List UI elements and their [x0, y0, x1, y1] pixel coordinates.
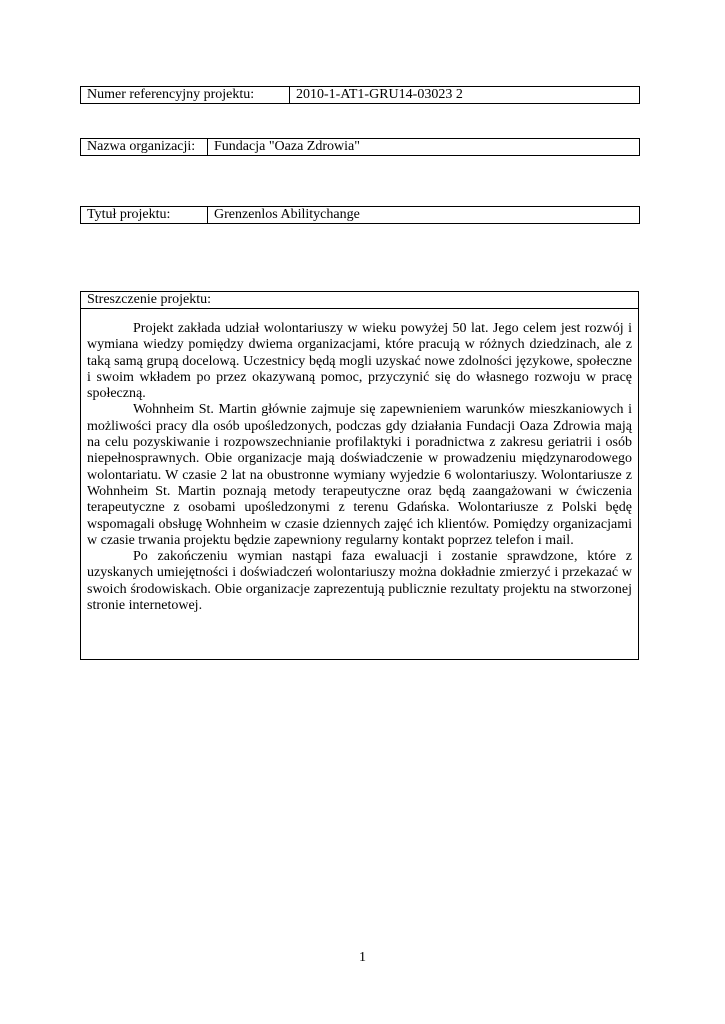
- page-number: 1: [359, 950, 366, 965]
- summary-paragraph: Wohnheim St. Martin głównie zajmuje się zapewnieniem warunków mieszkaniowych i możliwości pracy dla osób upośledzonych, podczas gdy działania Fundacji Oaza Zdrowia mają na celu pozyskiwanie i rozpowszechnianie profilaktyki i poradnictwa z zakresu geriatrii i osób niepełnosprawnych. Obie organizacje mają doświadczenie w prowadzeniu międzynarodowego wolontariatu. W czasie 2 lat na obustronne wymiany wyjedzie 6 wolontariuszy. Wolontariusze z Wohnheim St. Martin poznają metody terapeutyczne oraz będą zaangażowani w ćwiczenia terapeutyczne z osobami upośledzonymi z terenu Gdańska. Wolontariusze z Polski będę wspomagali obsługę Wohnheim w czasie dziennych zajęć ich klientów. Pomiędzy organizacjami w czasie trwania projektu będzie zapewniony regularny kontakt poprzez telefon i mail.: [87, 402, 632, 548]
- organization-label: Nazwa organizacji:: [81, 139, 208, 156]
- project-title-label: Tytuł projektu:: [81, 207, 208, 224]
- summary-paragraph: Projekt zakłada udział wolontariuszy w wieku powyżej 50 lat. Jego celem jest rozwój i wymiana wiedzy pomiędzy dwiema organizacjami, które pracują w różnych dziedzinach, ale z taką samą grupą docelową. Uczestnicy będą mogli uzyskać nowe zdolności językowe, społeczne i swoim wkładem po przez okazywaną pomoc, przyczynić się do własnego rozwoju w pracę społeczną.: [87, 321, 632, 402]
- project-reference-table: [80, 86, 640, 104]
- project-summary-label: Streszczenie projektu:: [81, 292, 638, 309]
- organization-value: Fundacja "Oaza Zdrowia": [208, 139, 640, 156]
- project-reference-value: 2010-1-AT1-GRU14-03023 2: [290, 87, 640, 104]
- summary-paragraph: Po zakończeniu wymian nastąpi faza ewaluacji i zostanie sprawdzone, które z uzyskanych umiejętności i doświadczeń wolontariuszy można dokładnie zmierzyć i przekazać w swoich środowiskach. Obie organizacje zaprezentują publicznie rezultaty projektu na stworzonej stronie internetowej.: [87, 549, 632, 614]
- project-title-value: Grenzenlos Abilitychange: [208, 207, 640, 224]
- project-summary-body: [81, 309, 638, 614]
- project-title-table: [80, 206, 640, 224]
- project-reference-label: Numer referencyjny projektu:: [81, 87, 290, 104]
- project-summary-box: [80, 291, 639, 660]
- organization-table: [80, 138, 640, 156]
